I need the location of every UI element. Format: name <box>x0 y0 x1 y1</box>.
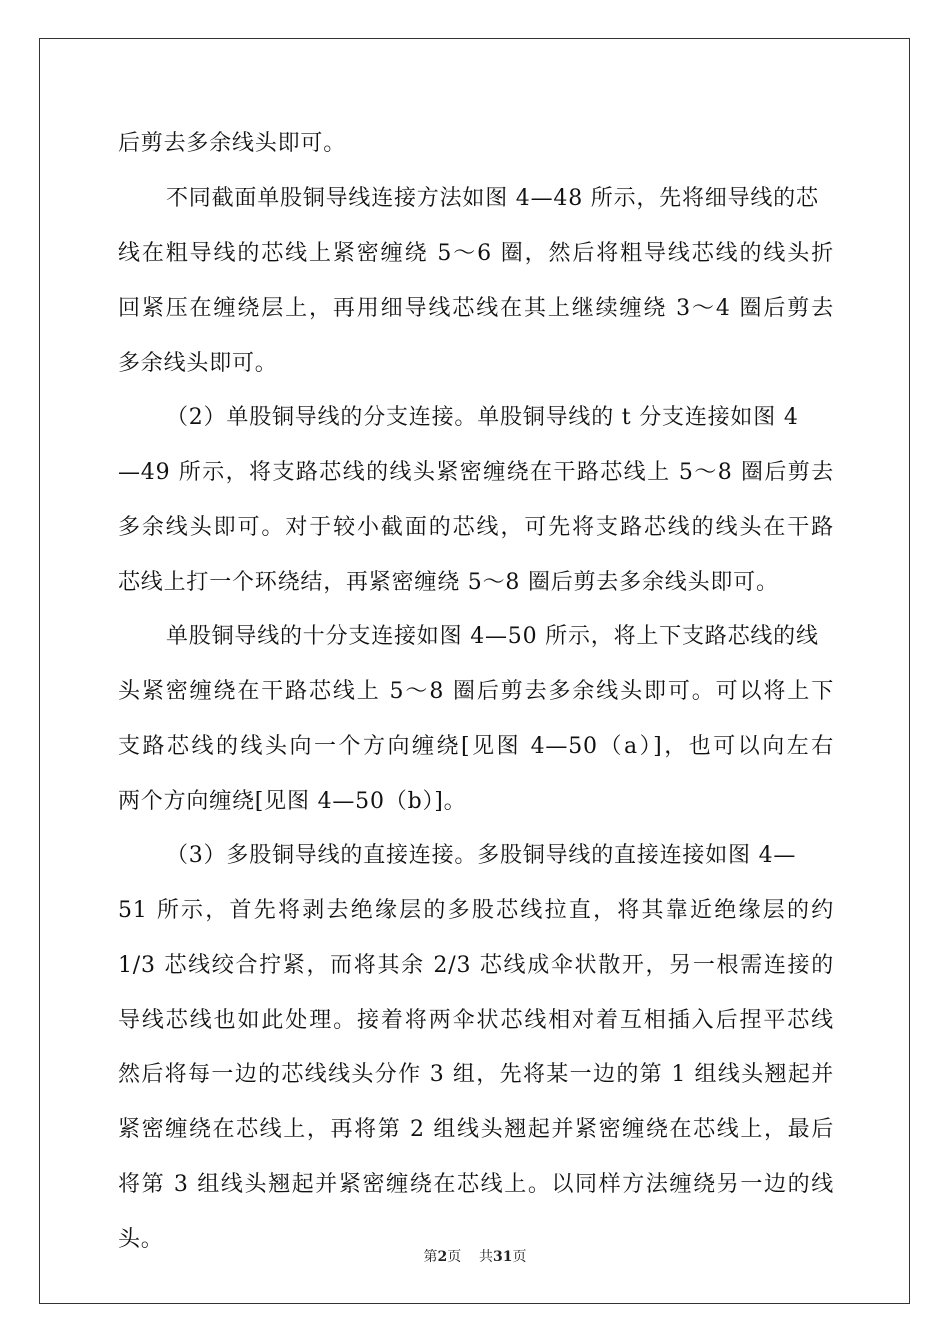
total-suffix: 页 <box>512 1249 527 1265</box>
text-line: 不同截面单股铜导线连接方法如图 4—48 所示，先将细导线的芯 <box>166 186 819 211</box>
text-line: 支路芯线的线头向一个方向缠绕[见图 4—50（a）]，也可以向左右 <box>118 734 834 759</box>
total-pages: 31 <box>493 1249 513 1265</box>
text-line: 然后将每一边的芯线线头分作 3 组，先将某一边的第 1 组线头翘起并 <box>118 1062 834 1087</box>
total-prefix: 共 <box>479 1249 494 1265</box>
text-line: 多余线头即可。对于较小截面的芯线，可先将支路芯线的线头在干路 <box>118 515 834 540</box>
page-prefix: 第 <box>423 1249 438 1265</box>
text-line: 后剪去多余线头即可。 <box>118 131 347 156</box>
text-line: 多余线头即可。 <box>118 351 278 376</box>
page-number: 2 <box>437 1249 448 1265</box>
text-line: 两个方向缠绕[见图 4—50（b）]。 <box>118 789 467 814</box>
page-suffix: 页 <box>447 1249 462 1265</box>
text-line: 单股铜导线的十分支连接如图 4—50 所示，将上下支路芯线的线 <box>166 624 819 649</box>
text-line: 51 所示，首先将剥去绝缘层的多股芯线拉直，将其靠近绝缘层的约 <box>118 898 834 923</box>
text-line: —49 所示，将支路芯线的线头紧密缠绕在干路芯线上 5～8 圈后剪去 <box>118 460 834 485</box>
text-line: （3）多股铜导线的直接连接。多股铜导线的直接连接如图 4— <box>166 843 797 868</box>
text-line: 芯线上打一个环绕结，再紧密缠绕 5～8 圈后剪去多余线头即可。 <box>118 570 779 595</box>
text-line: 头紧密缠绕在干路芯线上 5～8 圈后剪去多余线头即可。可以将上下 <box>118 679 834 704</box>
text-line: 1/3 芯线绞合拧紧，而将其余 2/3 芯线成伞状散开，另一根需连接的 <box>118 953 834 978</box>
text-line: 导线芯线也如此处理。接着将两伞状芯线相对着互相插入后捏平芯线 <box>118 1008 834 1033</box>
text-line: 回紧压在缠绕层上，再用细导线芯线在其上继续缠绕 3～4 圈后剪去 <box>118 296 834 321</box>
text-line: 头。 <box>118 1227 164 1252</box>
text-line: 线在粗导线的芯线上紧密缠绕 5～6 圈，然后将粗导线芯线的线头折 <box>118 241 834 266</box>
text-line: 紧密缠绕在芯线上，再将第 2 组线头翘起并紧密缠绕在芯线上，最后 <box>118 1117 834 1142</box>
text-line: 将第 3 组线头翘起并紧密缠绕在芯线上。以同样方法缠绕另一边的线 <box>118 1172 834 1197</box>
page-footer <box>0 1247 950 1267</box>
text-line: （2）单股铜导线的分支连接。单股铜导线的 t 分支连接如图 4 <box>166 405 799 430</box>
